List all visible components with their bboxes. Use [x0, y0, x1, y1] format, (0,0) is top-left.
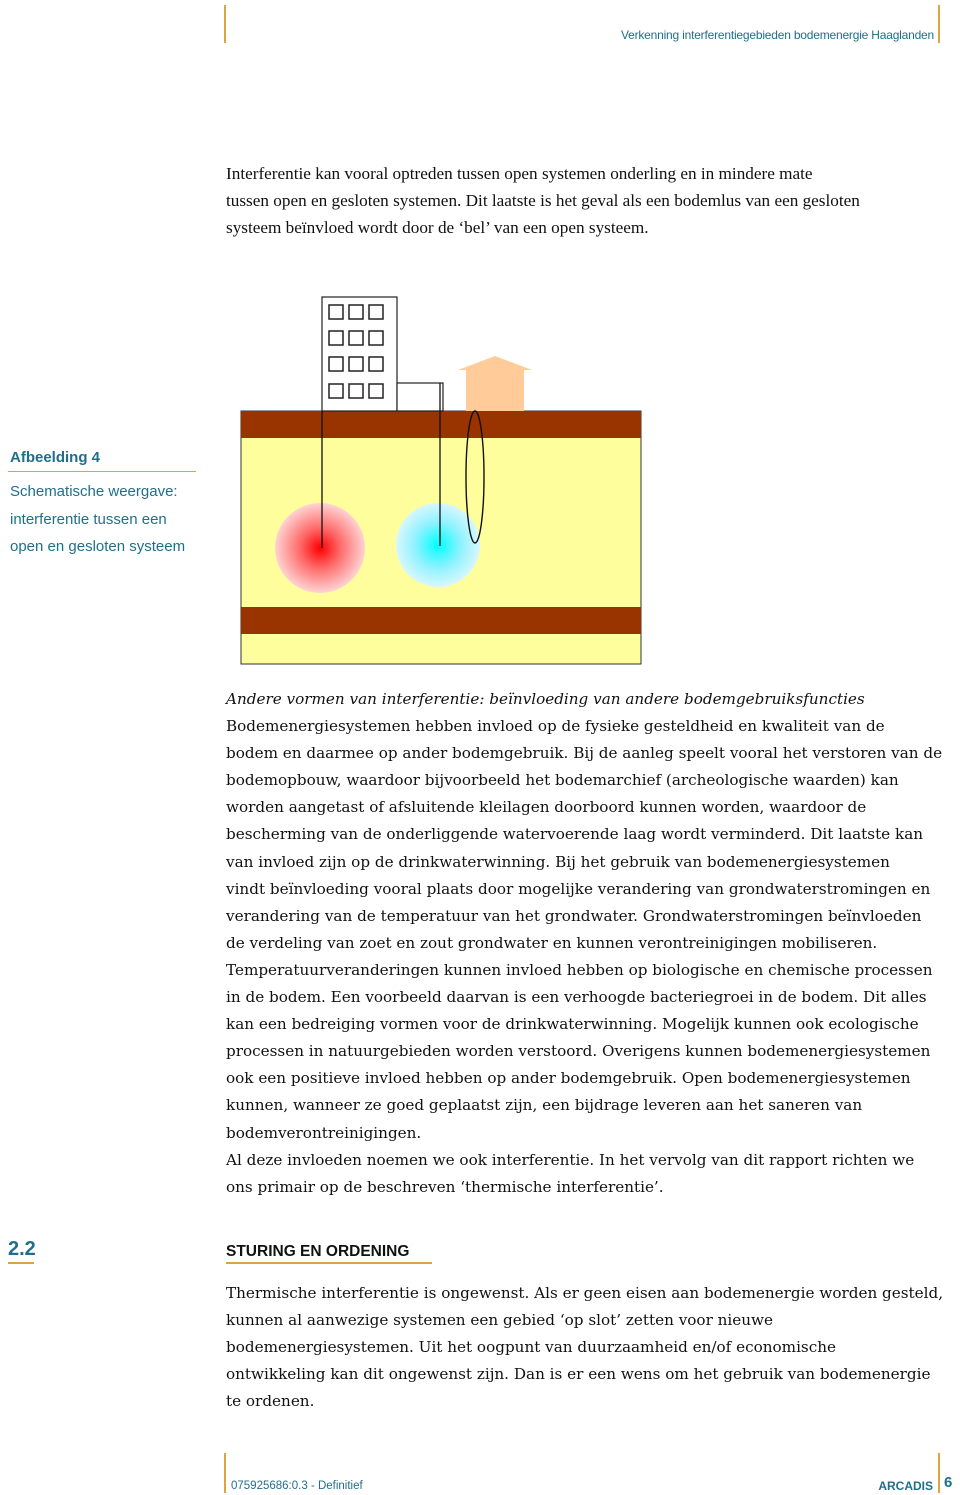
page-number: 6 — [944, 1474, 953, 1491]
body-line: Bodemenergiesystemen hebben invloed op de fysieke gesteldheid en kwaliteit van de — [226, 717, 885, 736]
interference-diagram — [240, 294, 642, 666]
body-line: ook een positieve invloed hebben op ander bodemgebruik. Open bodemenergiesystemen — [226, 1069, 911, 1088]
intro-line: tussen open en gesloten systemen. Dit laatste is het geval als een bodemlus van een gesloten — [226, 191, 860, 210]
body-subheading: Andere vormen van interferentie: beïnvloeding van andere bodemgebruiksfuncties — [226, 690, 865, 708]
body-line: Al deze invloeden noemen we ook interferentie. In het vervolg van dit rapport richten we — [226, 1150, 915, 1169]
intro-line: Interferentie kan vooral optreden tussen open systemen onderling en in mindere mate — [226, 164, 813, 183]
figure-caption — [10, 478, 200, 561]
section-line: bodemenergiesystemen. Uit het oogpunt van duurzaamheid en/of economische — [226, 1338, 837, 1357]
body-line: kunnen, wanneer ze goed geplaatst zijn, een bijdrage leveren aan het saneren van — [226, 1096, 863, 1115]
section-paragraph — [226, 1280, 946, 1415]
top-clay-layer — [241, 411, 641, 438]
building-icon — [322, 297, 443, 411]
footer-rule-right — [938, 1453, 940, 1493]
caption-line: interferentie tussen een — [10, 510, 167, 528]
body-line: bodem en daarmee op ander bodemgebruik. Bij de aanleg speelt vooral het verstoren van de — [226, 744, 943, 763]
body-line: bodemverontreinigingen. — [226, 1123, 422, 1142]
running-title: Verkenning interferentiegebieden bodemenergie Haaglanden — [620, 28, 934, 42]
brand-name: ARCADIS — [878, 1479, 933, 1493]
section-line: ontwikkeling kan dit ongewenst zijn. Dan is er een wens om het gebruik van bodemenergie — [226, 1365, 931, 1384]
body-line: processen in natuurgebieden worden verstoord. Overigens kunnen bodemenergiesystemen — [226, 1042, 931, 1061]
body-line: bescherming van de onderliggende watervoerende laag wordt verminderd. Dit laatste kan — [226, 825, 924, 844]
house-icon — [458, 356, 532, 411]
body-line: de verdeling van zoet en zout grondwater en kunnen verontreinigingen mobiliseren. — [226, 933, 878, 952]
body-line: Temperatuurveranderingen kunnen invloed hebben op biologische en chemische processen — [226, 960, 933, 979]
section-title: STURING EN ORDENING — [226, 1243, 410, 1260]
figure-caption-title: Afbeelding 4 — [10, 449, 101, 466]
body-line: worden aangetast of afsluitende kleilagen doorboord kunnen worden, waardoor de — [226, 798, 867, 817]
footer-rule-left — [224, 1453, 226, 1493]
intro-line: systeem beïnvloed wordt door de ‘bel’ van een open systeem. — [226, 218, 649, 237]
body-section — [226, 686, 946, 1201]
bottom-clay-layer — [241, 607, 641, 634]
section-number-rule — [8, 1262, 34, 1264]
body-line: in de bodem. Een voorbeeld daarvan is een verhoogde bacteriegroei in de bodem. Dit alles — [226, 988, 927, 1007]
caption-line: Schematische weergave: — [10, 483, 178, 500]
body-line: bodemopbouw, waardoor bijvoorbeeld het bodemarchief (archeologische waarden) kan — [226, 771, 899, 790]
body-line: vindt beïnvloeding vooral plaats door mogelijke verandering van grondwaterstromingen en — [226, 879, 931, 898]
section-title-rule — [226, 1262, 432, 1264]
body-line: verandering van de temperatuur van het grondwater. Grondwaterstromingen beïnvloeden — [226, 906, 922, 925]
body-line: van invloed zijn op de drinkwaterwinning. Bij het gebruik van bodemenergiesystemen — [226, 852, 890, 871]
body-line: ons primair op de beschreven ‘thermische interferentie’. — [226, 1177, 664, 1196]
caption-rule — [8, 471, 196, 472]
section-line: Thermische interferentie is ongewenst. Als er geen eisen aan bodemenergie worden gesteld, — [226, 1284, 944, 1302]
section-line: te ordenen. — [226, 1392, 315, 1411]
intro-paragraph — [226, 160, 946, 241]
body-line: kan een bedreiging vormen voor de drinkwaterwinning. Mogelijk kunnen ook ecologische — [226, 1015, 919, 1034]
warm-bubble — [275, 503, 365, 593]
header-rule-right — [938, 5, 940, 43]
caption-line: open en gesloten systeem — [10, 538, 186, 555]
document-id: 075925686:0.3 - Definitief — [231, 1480, 363, 1492]
header-rule-left — [224, 5, 226, 43]
section-line: kunnen al aanwezige systemen een gebied ‘op slot’ zetten voor nieuwe — [226, 1311, 774, 1330]
section-number: 2.2 — [8, 1238, 36, 1260]
